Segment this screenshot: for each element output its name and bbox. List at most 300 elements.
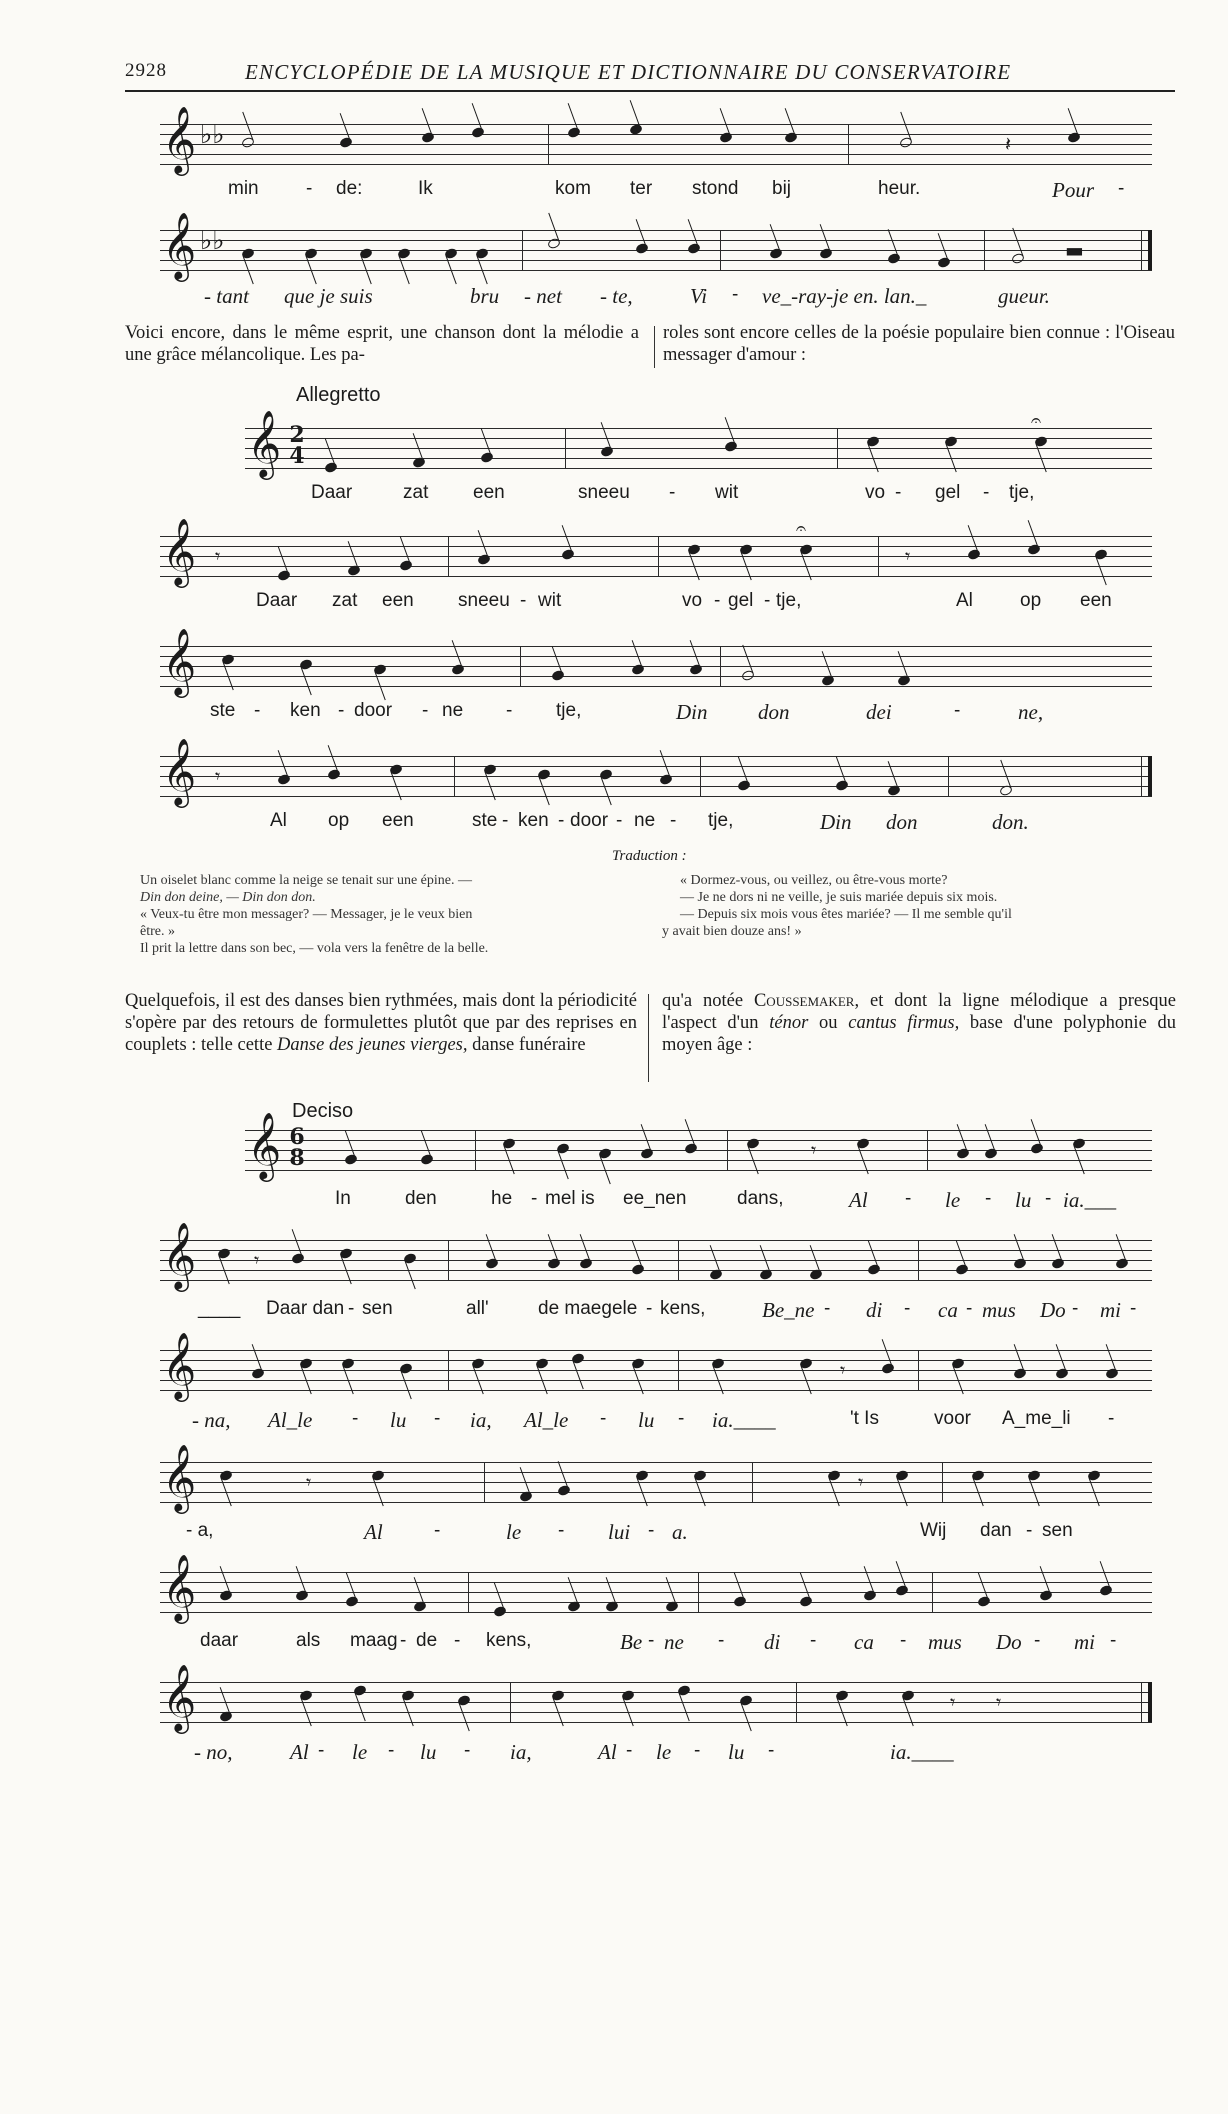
- staff-line: [160, 1240, 1152, 1241]
- treble-clef-icon: 𝄞: [162, 1663, 197, 1731]
- lyric-syllable: bru: [470, 284, 500, 308]
- lyric-syllable: -: [502, 810, 509, 831]
- lyric-syllable: don: [886, 810, 918, 834]
- bar-line: [700, 756, 701, 796]
- note-head: [324, 461, 338, 474]
- lyric-syllable: he: [491, 1188, 513, 1209]
- lyric-syllable: -: [810, 1630, 817, 1651]
- lyric-syllable: di: [866, 1298, 883, 1322]
- lyric-syllable: 't Is: [850, 1408, 879, 1429]
- bar-line: [448, 1240, 449, 1280]
- staff-line: [160, 1370, 1152, 1371]
- rest-icon: 𝄾: [905, 544, 911, 568]
- lyric-syllable: tje,: [1009, 482, 1035, 503]
- note-head: [733, 1595, 747, 1608]
- note-head: [631, 1263, 645, 1276]
- tempo-marking: Allegretto: [296, 384, 381, 406]
- lyric-syllable: -: [434, 1520, 441, 1541]
- bar-line: [1141, 1682, 1152, 1722]
- lyric-syllable: ve_-ray-je en. lan._: [762, 284, 927, 308]
- note-head: [724, 440, 738, 453]
- rest-icon: 𝄾: [215, 544, 221, 568]
- lyric-syllable: heur.: [878, 178, 921, 199]
- lyric-syllable: ____: [198, 1298, 241, 1319]
- staff-line: [160, 1462, 1152, 1463]
- staff-line: [245, 1170, 1152, 1171]
- staff-line: [160, 1280, 1152, 1281]
- lyric-syllable: ken: [518, 810, 549, 831]
- lyric-syllable: - na,: [192, 1408, 231, 1432]
- note-head: [967, 548, 981, 561]
- lyric-syllable: -: [1034, 1630, 1041, 1651]
- lyric-syllable: -: [824, 1298, 831, 1319]
- lyric-syllable: sen: [362, 1298, 393, 1319]
- lyric-syllable: -: [983, 482, 990, 503]
- lyric-syllable: -: [985, 1188, 992, 1209]
- lyric-syllable: een: [473, 482, 505, 503]
- lyric-syllable: -: [506, 700, 513, 721]
- lyric-syllable: all': [466, 1298, 489, 1319]
- bar-line: [848, 124, 849, 164]
- rest-icon: ▬: [1065, 238, 1084, 262]
- lyric-syllable: lu: [390, 1408, 407, 1432]
- lyric-syllable: -: [626, 1740, 633, 1761]
- lyric-syllable: -: [1130, 1298, 1137, 1319]
- lyric-syllable: tje,: [776, 590, 802, 611]
- lyric-syllable: Be_ne: [762, 1298, 815, 1322]
- lyric-syllable: ca: [854, 1630, 874, 1654]
- lyric-syllable: le: [656, 1740, 672, 1764]
- lyric-syllable: ter: [630, 178, 653, 199]
- note-head: [567, 126, 581, 139]
- staff-line: [160, 124, 1152, 125]
- lyric-syllable: Din: [676, 700, 708, 724]
- bar-line: [510, 1682, 511, 1722]
- note-head: [471, 126, 485, 139]
- rest-icon: 𝄾: [840, 1358, 846, 1382]
- lyric-syllable: -: [348, 1298, 355, 1319]
- note-head: [399, 1362, 413, 1375]
- rest-icon: 𝄾: [858, 1470, 864, 1494]
- lyric-syllable: voor: [934, 1408, 971, 1429]
- lyric-syllable: que je suis: [284, 284, 373, 308]
- lyric-syllable: ee_nen: [623, 1188, 687, 1209]
- lyric-syllable: -: [954, 700, 961, 721]
- music-staff: [160, 517, 1152, 585]
- rest-icon: 𝄾: [306, 1470, 312, 1494]
- bar-line: [475, 1130, 476, 1170]
- note-head: [537, 768, 551, 781]
- lyric-syllable: ken: [290, 700, 321, 721]
- lyric-syllable: lu: [420, 1740, 437, 1764]
- staff-line: [160, 1592, 1152, 1593]
- staff-line: [160, 536, 1152, 537]
- lyric-syllable: door: [570, 810, 609, 831]
- note-head: [1011, 252, 1025, 265]
- lyrics-line: [160, 700, 1152, 726]
- note-head: [867, 1263, 881, 1276]
- lyric-syllable: -: [520, 590, 527, 611]
- staff-line: [245, 458, 1152, 459]
- staff-line: [160, 260, 1152, 261]
- bar-line: [520, 646, 521, 686]
- lyric-syllable: -: [254, 700, 261, 721]
- lyric-syllable: -: [1026, 1520, 1033, 1541]
- header-rule: [125, 90, 1175, 92]
- music-staff: [160, 1553, 1152, 1621]
- lyric-syllable: lu: [1015, 1188, 1032, 1212]
- note-head: [739, 1694, 753, 1707]
- lyric-syllable: -: [905, 1188, 912, 1209]
- staff-line: [160, 776, 1152, 777]
- translation-left: Un oiselet blanc comme la neige se tenait sur une épine. — Din don deine, — Din don don. « Veux-tu être mon messager? — Messager, je le veux bien être. » Il prit la lettre dans son bec, — vola vers la fenêtre de la belle.: [140, 873, 489, 956]
- staff-line: [160, 566, 1152, 567]
- lyrics-line: [160, 1630, 1152, 1656]
- staff-line: [160, 556, 1152, 557]
- lyric-syllable: - no,: [194, 1740, 233, 1764]
- time-signature: 2 4: [289, 422, 305, 469]
- note-head: [353, 1684, 367, 1697]
- lyric-syllable: lui: [608, 1520, 631, 1544]
- note-head: [339, 136, 353, 149]
- lyrics-line: [245, 482, 1152, 508]
- note-head: [457, 1694, 471, 1707]
- rest-icon: 𝄾: [215, 764, 221, 788]
- note-head: [977, 1595, 991, 1608]
- lyric-syllable: ne: [634, 810, 656, 831]
- lyric-syllable: mus: [928, 1630, 962, 1654]
- lyric-syllable: dei: [866, 700, 892, 724]
- note-head: [493, 1605, 507, 1618]
- column-divider: [654, 326, 655, 368]
- lyric-syllable: mi: [1074, 1630, 1095, 1654]
- bar-line: [918, 1350, 919, 1390]
- staff-line: [160, 1270, 1152, 1271]
- lyrics-line: [160, 178, 1152, 204]
- lyric-syllable: -: [718, 1630, 725, 1651]
- bar-line: [752, 1462, 753, 1502]
- staff-line: [160, 576, 1152, 577]
- lyric-syllable: ia.___: [1063, 1188, 1117, 1212]
- column-divider: [648, 994, 649, 1082]
- lyric-syllable: stond: [692, 178, 739, 199]
- rest-icon: 𝄾: [254, 1248, 260, 1272]
- lyric-syllable: Al: [290, 1740, 309, 1764]
- bar-line: [796, 1682, 797, 1722]
- lyric-syllable: -: [616, 810, 623, 831]
- staff-line: [160, 1702, 1152, 1703]
- note-head: [399, 559, 413, 572]
- lyric-syllable: Al: [270, 810, 287, 831]
- note-head: [557, 1484, 571, 1497]
- lyric-syllable: de maegele: [538, 1298, 638, 1319]
- lyric-syllable: op: [1020, 590, 1042, 611]
- staff-line: [245, 1160, 1152, 1161]
- lyric-syllable: don: [758, 700, 790, 724]
- treble-clef-icon: 𝄞: [162, 1331, 197, 1399]
- staff-line: [160, 796, 1152, 797]
- lyric-syllable: - a,: [186, 1520, 214, 1541]
- running-head: ENCYCLOPÉDIE DE LA MUSIQUE ET DICTIONNAIRE DU CONSERVATOIRE: [245, 60, 1012, 84]
- bar-line: [932, 1572, 933, 1612]
- lyric-syllable: -: [434, 1408, 441, 1429]
- lyric-syllable: -: [352, 1408, 359, 1429]
- lyric-syllable: als: [296, 1630, 321, 1651]
- note-head: [299, 658, 313, 671]
- bar-line: [678, 1240, 679, 1280]
- lyric-syllable: -: [966, 1298, 973, 1319]
- lyric-syllable: sneeu: [578, 482, 630, 503]
- bar-line: [484, 1462, 485, 1502]
- lyric-syllable: kens,: [660, 1298, 706, 1319]
- staff-line: [160, 164, 1152, 165]
- lyric-syllable: Al: [364, 1520, 383, 1544]
- note-head: [684, 1142, 698, 1155]
- note-head: [551, 669, 565, 682]
- lyric-syllable: mi: [1100, 1298, 1121, 1322]
- treble-clef-icon: 𝄞: [247, 409, 282, 477]
- note-head: [241, 136, 255, 149]
- lyric-syllable: ia,: [510, 1740, 532, 1764]
- lyric-syllable: den: [405, 1188, 437, 1209]
- lyric-syllable: kens,: [486, 1630, 532, 1651]
- lyric-syllable: Wij: [920, 1520, 947, 1541]
- lyric-syllable: -: [714, 590, 721, 611]
- lyric-syllable: -: [454, 1630, 461, 1651]
- treble-clef-icon: 𝄞: [162, 1443, 197, 1511]
- lyric-syllable: lu: [728, 1740, 745, 1764]
- lyric-syllable: -: [764, 590, 771, 611]
- treble-clef-icon: 𝄞: [247, 1111, 282, 1179]
- lyric-syllable: een: [382, 810, 414, 831]
- music-staff: [160, 1331, 1152, 1399]
- staff-line: [160, 270, 1152, 271]
- bar-line: [678, 1350, 679, 1390]
- lyric-syllable: -: [338, 700, 345, 721]
- lyric-syllable: -: [904, 1298, 911, 1319]
- staff-line: [245, 428, 1152, 429]
- lyric-syllable: sen: [1042, 1520, 1073, 1541]
- note-head: [937, 256, 951, 269]
- lyric-syllable: -: [1072, 1298, 1079, 1319]
- lyric-syllable: Vi: [690, 284, 708, 308]
- treble-clef-icon: 𝄞: [162, 627, 197, 695]
- music-staff: [160, 211, 1152, 279]
- note-head: [741, 669, 755, 682]
- staff-line: [245, 448, 1152, 449]
- lyric-syllable: -: [1118, 178, 1125, 199]
- lyric-syllable: Daar: [256, 590, 298, 611]
- lyric-syllable: vo: [865, 482, 886, 503]
- bar-line: [658, 536, 659, 576]
- note-head: [556, 1142, 570, 1155]
- staff-line: [160, 676, 1152, 677]
- lyric-syllable: sneeu: [458, 590, 510, 611]
- lyric-syllable: -: [768, 1740, 775, 1761]
- bar-line: [878, 536, 879, 576]
- bar-line: [918, 1240, 919, 1280]
- note-head: [799, 1595, 813, 1608]
- music-staff: [160, 1663, 1152, 1731]
- lyric-syllable: A_me_li: [1002, 1408, 1071, 1429]
- page-number: 2928: [125, 60, 167, 81]
- music-staff: [245, 409, 1152, 477]
- key-signature: ♭♭: [200, 226, 225, 256]
- lyric-syllable: - net: [524, 284, 562, 308]
- note-head: [420, 1153, 434, 1166]
- bar-line: [720, 646, 721, 686]
- lyric-syllable: dans,: [737, 1188, 784, 1209]
- lyric-syllable: een: [1080, 590, 1112, 611]
- lyric-syllable: vo: [682, 590, 703, 611]
- lyric-syllable: zat: [332, 590, 358, 611]
- lyric-syllable: bij: [772, 178, 792, 199]
- lyrics-line: [160, 1408, 1152, 1434]
- lyric-syllable: -: [1110, 1630, 1117, 1651]
- paragraph-left: Voici encore, dans le même esprit, une chanson dont la mélodie a une grâce mélancolique. Les pa-: [125, 323, 639, 365]
- lyrics-line: [160, 284, 1152, 310]
- lyric-syllable: ia,: [470, 1408, 492, 1432]
- lyric-syllable: op: [328, 810, 350, 831]
- staff-line: [160, 134, 1152, 135]
- lyric-syllable: -: [678, 1408, 685, 1429]
- bar-line: [565, 428, 566, 468]
- bar-line: [837, 428, 838, 468]
- bar-line: [727, 1130, 728, 1170]
- music-staff: [160, 1443, 1152, 1511]
- lyric-syllable: Al_le: [268, 1408, 313, 1432]
- music-staff: [160, 627, 1152, 695]
- bar-line: [720, 230, 721, 270]
- time-signature: 6 8: [289, 1124, 305, 1171]
- lyric-syllable: een: [382, 590, 414, 611]
- lyric-syllable: -: [558, 1520, 565, 1541]
- note-head: [737, 779, 751, 792]
- lyric-syllable: -: [694, 1740, 701, 1761]
- lyric-syllable: ne: [442, 700, 464, 721]
- translation-right: « Dormez-vous, ou veillez, ou être-vous morte? — Je ne dors ni ne veille, je suis mariée depuis six mois. — Depuis six mois vous êtes mariée? — Il me semble qu'il y avait bien douze ans! »: [662, 873, 1012, 939]
- bar-line: [1141, 230, 1152, 270]
- treble-clef-icon: 𝄞: [162, 1221, 197, 1289]
- lyric-syllable: Daar: [311, 482, 353, 503]
- fermata-icon: 𝄐: [796, 518, 807, 539]
- lyrics-line: [245, 1188, 1152, 1214]
- lyric-syllable: -: [558, 810, 565, 831]
- lyric-syllable: -: [464, 1740, 471, 1761]
- staff-line: [160, 1350, 1152, 1351]
- note-head: [899, 136, 913, 149]
- lyric-syllable: Daar dan: [266, 1298, 345, 1319]
- bar-line: [927, 1130, 928, 1170]
- note-head: [881, 1362, 895, 1375]
- lyric-syllable: mus: [982, 1298, 1016, 1322]
- lyric-syllable: -: [648, 1630, 655, 1651]
- lyric-syllable: dan: [980, 1520, 1012, 1541]
- lyric-syllable: -: [318, 1740, 325, 1761]
- lyric-syllable: -: [306, 178, 313, 199]
- staff-line: [160, 1502, 1152, 1503]
- note-head: [344, 1153, 358, 1166]
- bar-line: [522, 230, 523, 270]
- music-staff: [160, 1221, 1152, 1289]
- rest-icon: 𝄾: [811, 1138, 817, 1162]
- music-staff: [160, 105, 1152, 173]
- note-head: [403, 1252, 417, 1265]
- staff-line: [160, 1712, 1152, 1713]
- lyric-syllable: -: [648, 1520, 655, 1541]
- lyric-syllable: ne,: [1018, 700, 1044, 724]
- rest-icon: 𝄾: [996, 1690, 1002, 1714]
- lyric-syllable: -: [1045, 1188, 1052, 1209]
- note-head: [277, 569, 291, 582]
- rest-icon: 𝄾: [950, 1690, 956, 1714]
- lyric-syllable: Ik: [418, 178, 433, 199]
- note-head: [635, 242, 649, 255]
- lyrics-line: [160, 1740, 1152, 1766]
- lyric-syllable: zat: [403, 482, 429, 503]
- lyric-syllable: -: [646, 1298, 653, 1319]
- treble-clef-icon: 𝄞: [162, 737, 197, 805]
- staff-line: [160, 144, 1152, 145]
- staff-line: [160, 154, 1152, 155]
- lyric-syllable: le: [506, 1520, 522, 1544]
- staff-line: [160, 1602, 1152, 1603]
- note-head: [480, 451, 494, 464]
- paragraph-right-2: qu'a notée Coussemaker, et dont la ligne mélodique a presque l'aspect d'un ténor ou cantus firmus, base d'une polyphonie du moyen âge :: [662, 991, 1177, 1055]
- lyric-syllable: -: [895, 482, 902, 503]
- staff-line: [245, 1150, 1152, 1151]
- lyric-syllable: gel: [728, 590, 754, 611]
- lyric-syllable: Pour: [1052, 178, 1094, 202]
- lyric-syllable: a.: [672, 1520, 688, 1544]
- lyric-syllable: kom: [555, 178, 591, 199]
- lyric-syllable: Be: [620, 1630, 643, 1654]
- lyric-syllable: ne: [664, 1630, 684, 1654]
- lyric-syllable: min: [228, 178, 259, 199]
- bar-line: [448, 1350, 449, 1390]
- lyric-syllable: le: [352, 1740, 368, 1764]
- lyric-syllable: ste: [210, 700, 236, 721]
- bar-line: [454, 756, 455, 796]
- lyric-syllable: wit: [538, 590, 562, 611]
- lyric-syllable: - te,: [600, 284, 633, 308]
- rest-icon: 𝄽: [1005, 132, 1012, 156]
- staff-line: [160, 1572, 1152, 1573]
- bar-line: [448, 536, 449, 576]
- lyric-syllable: Al: [956, 590, 973, 611]
- staff-line: [160, 1380, 1152, 1381]
- note-head: [1094, 548, 1108, 561]
- lyric-syllable: In: [335, 1188, 351, 1209]
- note-head: [561, 548, 575, 561]
- staff-line: [160, 1612, 1152, 1613]
- lyric-syllable: -: [670, 810, 677, 831]
- lyric-syllable: Al: [598, 1740, 617, 1764]
- lyric-syllable: de: [416, 1630, 438, 1651]
- lyric-syllable: mel is: [545, 1188, 595, 1209]
- lyric-syllable: ia.____: [712, 1408, 776, 1432]
- paragraph-right: roles sont encore celles de la poésie populaire bien connue : l'Oiseau messager d'amour :: [663, 323, 1175, 365]
- bar-line: [1141, 756, 1152, 796]
- lyric-syllable: -: [732, 284, 739, 305]
- staff-line: [160, 1250, 1152, 1251]
- staff-line: [160, 756, 1152, 757]
- page-header: [125, 52, 1175, 92]
- lyric-syllable: gueur.: [998, 284, 1050, 308]
- lyric-syllable: daar: [200, 1630, 239, 1651]
- lyric-syllable: -: [669, 482, 676, 503]
- note-head: [1030, 1142, 1044, 1155]
